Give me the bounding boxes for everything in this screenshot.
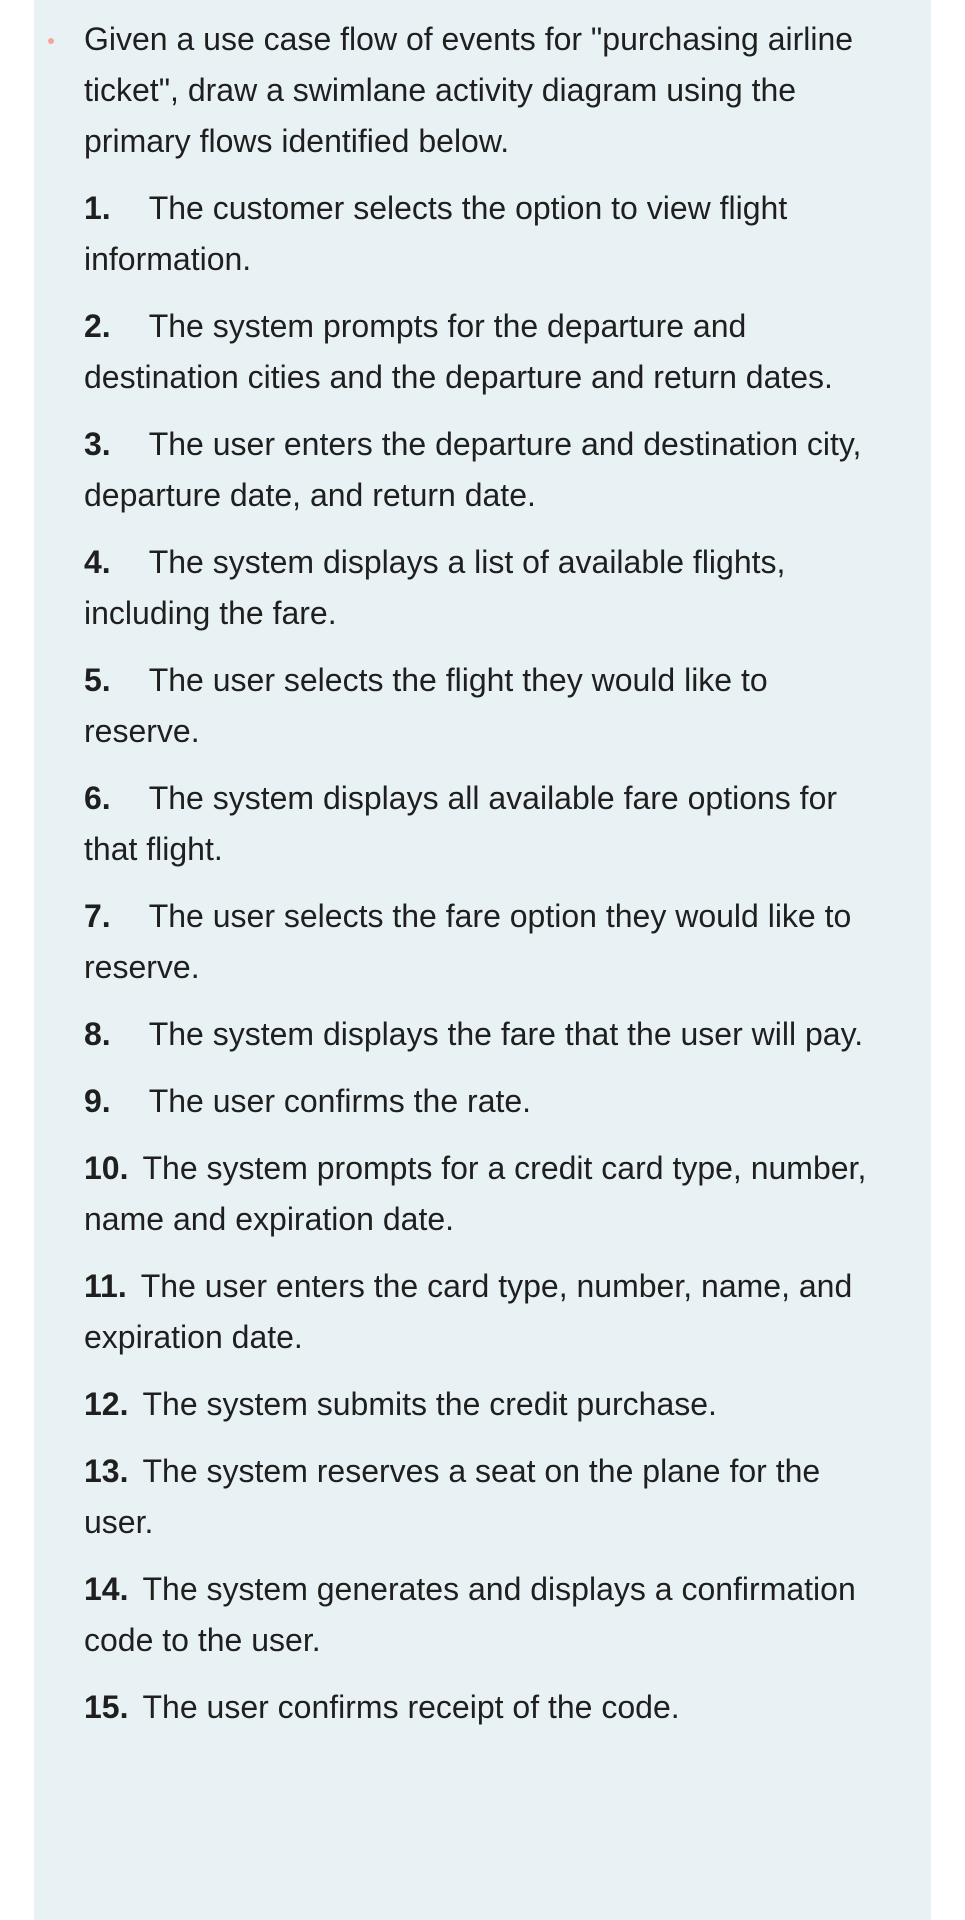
step-number: 9. (84, 1083, 111, 1119)
step-number: 1. (84, 190, 111, 226)
step-number: 13. (84, 1453, 129, 1489)
flow-step-1 (84, 183, 891, 285)
step-text: The system prompts for a credit card type, number, name and expiration date. (84, 1150, 867, 1237)
step-number: 5. (84, 662, 111, 698)
step-number: 12. (84, 1386, 129, 1422)
step-text: The customer selects the option to view flight information. (84, 190, 788, 277)
question-panel (34, 0, 931, 1920)
flow-step-15 (84, 1682, 891, 1733)
step-text: The system generates and displays a confirmation code to the user. (84, 1571, 856, 1658)
step-text: The user selects the fare option they would like to reserve. (84, 898, 852, 985)
step-number: 8. (84, 1016, 111, 1052)
step-text: The user confirms the rate. (148, 1083, 532, 1119)
step-text: The system submits the credit purchase. (142, 1386, 717, 1422)
flow-step-9 (84, 1076, 891, 1127)
flow-step-2 (84, 301, 891, 403)
step-text: The system displays a list of available flights, including the fare. (84, 544, 786, 631)
step-text: The system reserves a seat on the plane for the user. (84, 1453, 821, 1540)
step-text: The system displays the fare that the user will pay. (148, 1016, 864, 1052)
flow-step-12 (84, 1379, 891, 1430)
flow-step-8 (84, 1009, 891, 1060)
step-text: The user enters the departure and destination city, departure date, and return date. (84, 426, 862, 513)
question-intro: Given a use case flow of events for "purchasing airline ticket", draw a swimlane activity diagram using the primary flows identified below. (84, 21, 854, 159)
flow-step-6 (84, 773, 891, 875)
flow-step-13 (84, 1446, 891, 1548)
step-text: The user confirms receipt of the code. (142, 1689, 680, 1725)
step-text: The system prompts for the departure and destination cities and the departure and return dates. (84, 308, 833, 395)
step-number: 15. (84, 1689, 129, 1725)
flow-step-3 (84, 419, 891, 521)
flow-step-7 (84, 891, 891, 993)
flow-step-10 (84, 1143, 891, 1245)
step-number: 3. (84, 426, 111, 462)
step-text: The user selects the flight they would like to reserve. (84, 662, 768, 749)
step-number: 11. (84, 1268, 127, 1304)
flow-step-11 (84, 1261, 891, 1363)
step-number: 14. (84, 1571, 129, 1607)
step-text: The user enters the card type, number, name, and expiration date. (84, 1268, 853, 1355)
flow-step-5 (84, 655, 891, 757)
step-text: The system displays all available fare options for that flight. (84, 780, 838, 867)
step-number: 6. (84, 780, 111, 816)
bullet-dot-icon (48, 38, 54, 44)
flow-step-4 (84, 537, 891, 639)
step-number: 10. (84, 1150, 129, 1186)
flow-step-14 (84, 1564, 891, 1666)
step-number: 2. (84, 308, 111, 344)
step-number: 4. (84, 544, 111, 580)
step-number: 7. (84, 898, 111, 934)
